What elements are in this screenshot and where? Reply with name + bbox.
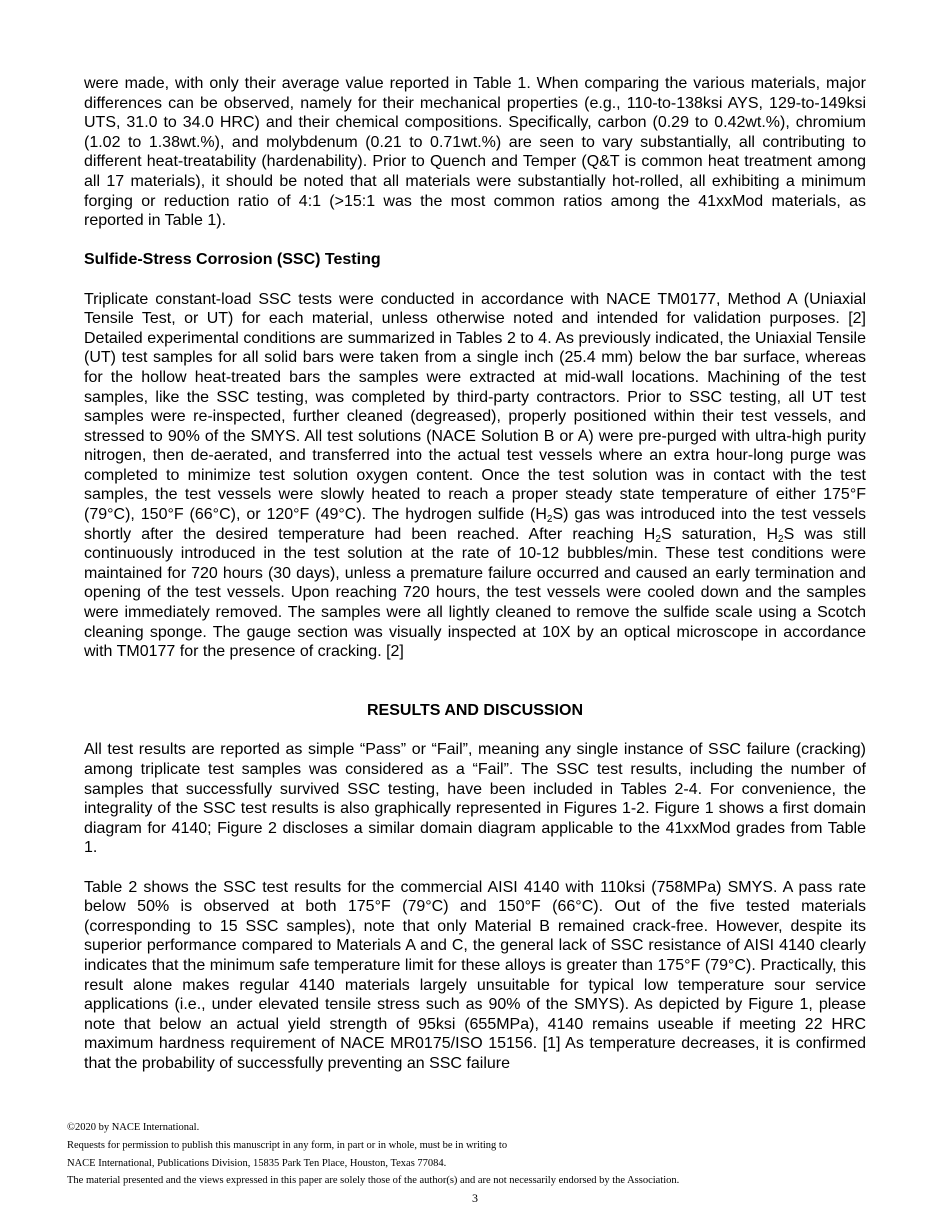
ssc-text-part-3: S saturation, H	[660, 525, 779, 543]
subscript-2: 2	[546, 514, 553, 526]
paragraph-ssc-testing	[84, 290, 866, 662]
subscript-2: 2	[778, 533, 784, 545]
subscript-2: 2	[655, 533, 661, 545]
ssc-text-part-4: S was still continuously introduced in the test solution at the rate of 10-12 bubbles/min. These test conditions were maintained for 720 hours (30 days), unless a premature failure occurred and caused an early termination and opening of the test vessels. Upon reaching 720 hours, the test vessels were cooled down and the samples were immediately removed. The samples were all lightly cleaned to remove the sulfide scale using a Scotch cleaning sponge. The gauge section was visually inspected at 10X by an optical microscope in accordance with TM0177 for the presence of cracking. [2]	[84, 525, 867, 661]
footer-disclaimer: The material presented and the views expressed in this paper are solely those of the author(s) and are not necessarily endorsed by the Association.	[67, 1175, 680, 1187]
page-body	[84, 74, 866, 1093]
paragraph-table2-discussion: Table 2 shows the SSC test results for the commercial AISI 4140 with 110ksi (758MPa) SMYS. A pass rate below 50% is observed at both 175°F (79°C) and 150°F (66°C). Out of the five tested materials (corresponding to 15 SSC samples), note that only Material B remained crack-free. However, despite its superior performance compared to Materials A and C, the general lack of SSC resistance of AISI 4140 clearly indicates that the minimum safe temperature limit for these alloys is greater than 175°F (79°C). Practically, this result alone makes regular 4140 materials largely unsuitable for typical low temperature sour service applications (i.e., under elevated tensile stress such as 90% of the SMYS). As depicted by Figure 1, please note that below an actual yield strength of 95ksi (655MPa), 4140 remains useable if meeting 22 HRC maximum hardness requirement of NACE MR0175/ISO 15156. [1] As temperature decreases, it is confirmed that the probability of successfully preventing an SSC failure	[84, 878, 866, 1072]
section-heading-ssc-testing: Sulfide-Stress Corrosion (SSC) Testing	[84, 251, 381, 269]
paragraph-materials-summary: were made, with only their average value reported in Table 1. When comparing the various materials, major differences can be observed, namely for their mechanical properties (e.g., 110-to-138ksi AYS, 129-to-149ksi UTS, 31.0 to 34.0 HRC) and their chemical compositions. Specifically, carbon (0.29 to 0.42wt.%), chromium (1.02 to 1.38wt.%), and molybdenum (0.21 to 0.71wt.%) are seen to vary substantially, all contributing to different heat-treatability (hardenability). Prior to Quench and Temper (Q&T is common heat treatment among all 17 materials), it should be noted that all materials were substantially hot-rolled, all exhibiting a minimum forging or reduction ratio of 4:1 (>15:1 was the most common ratios among the 41xxMod materials, as reported in Table 1).	[84, 75, 866, 230]
ssc-text-part-1: Triplicate constant-load SSC tests were conducted in accordance with NACE TM0177, Method A (Uniaxial Tensile Test, or UT) for each material, unless otherwise noted and intended for validation purposes. [2] Detailed experimental conditions are summarized in Tables 2 to 4. As previously indicated, the Uniaxial Tensile (UT) test samples for all solid bars were taken from a single inch (25.4 mm) below the bar surface, whereas for the hollow heat-treated bars the samples were extracted at mid-wall locations. Machining of the test samples, like the SSC testing, was completed by third-party contractors. Prior to SSC testing, all UT test samples were re-inspected, further cleaned (degreased), properly positioned within their test vessels, and stressed to 90% of the SMYS. All test solutions (NACE Solution B or A) were pre-purged with ultra-high purity nitrogen, then de-aerated, and transferred into the actual test vessels where an extra hour-long purge was completed to minimize test solution oxygen content. Once the test solution was in contact with the test samples, the test vessels were slowly heated to reach a proper steady state temperature of either 175°F (79°C), 150°F (66°C), or 120°F (49°C). The hydrogen sulfide (H	[84, 290, 866, 524]
footer-copyright: ©2020 by NACE International.	[67, 1122, 200, 1133]
footer-permission-note: Requests for permission to publish this manuscript in any form, in part or in whole, must be in writing to	[67, 1139, 508, 1151]
footer	[67, 1119, 883, 1190]
ssc-text-part-2: S) gas was introduced into the test vessels shortly after the desired temperature had been reached. After reaching H	[84, 506, 867, 543]
footer-address: NACE International, Publications Division, 15835 Park Ten Place, Houston, Texas 77084.	[67, 1157, 447, 1169]
paragraph-results-overview: All test results are reported as simple “Pass” or “Fail”, meaning any single instance of SSC failure (cracking) among triplicate test samples was considered as a “Fail”. The SSC test results, including the number of samples that successfully survived SSC testing, have been included in Tables 2-4. For convenience, the integrality of the SSC test results is also graphically represented in Figures 1-2. Figure 1 shows a first domain diagram for 4140; Figure 2 discloses a similar domain diagram applicable to the 41xxMod grades from Table 1.	[84, 741, 866, 857]
section-heading-results: RESULTS AND DISCUSSION	[366, 701, 583, 719]
page-number: 3	[472, 1191, 478, 1205]
